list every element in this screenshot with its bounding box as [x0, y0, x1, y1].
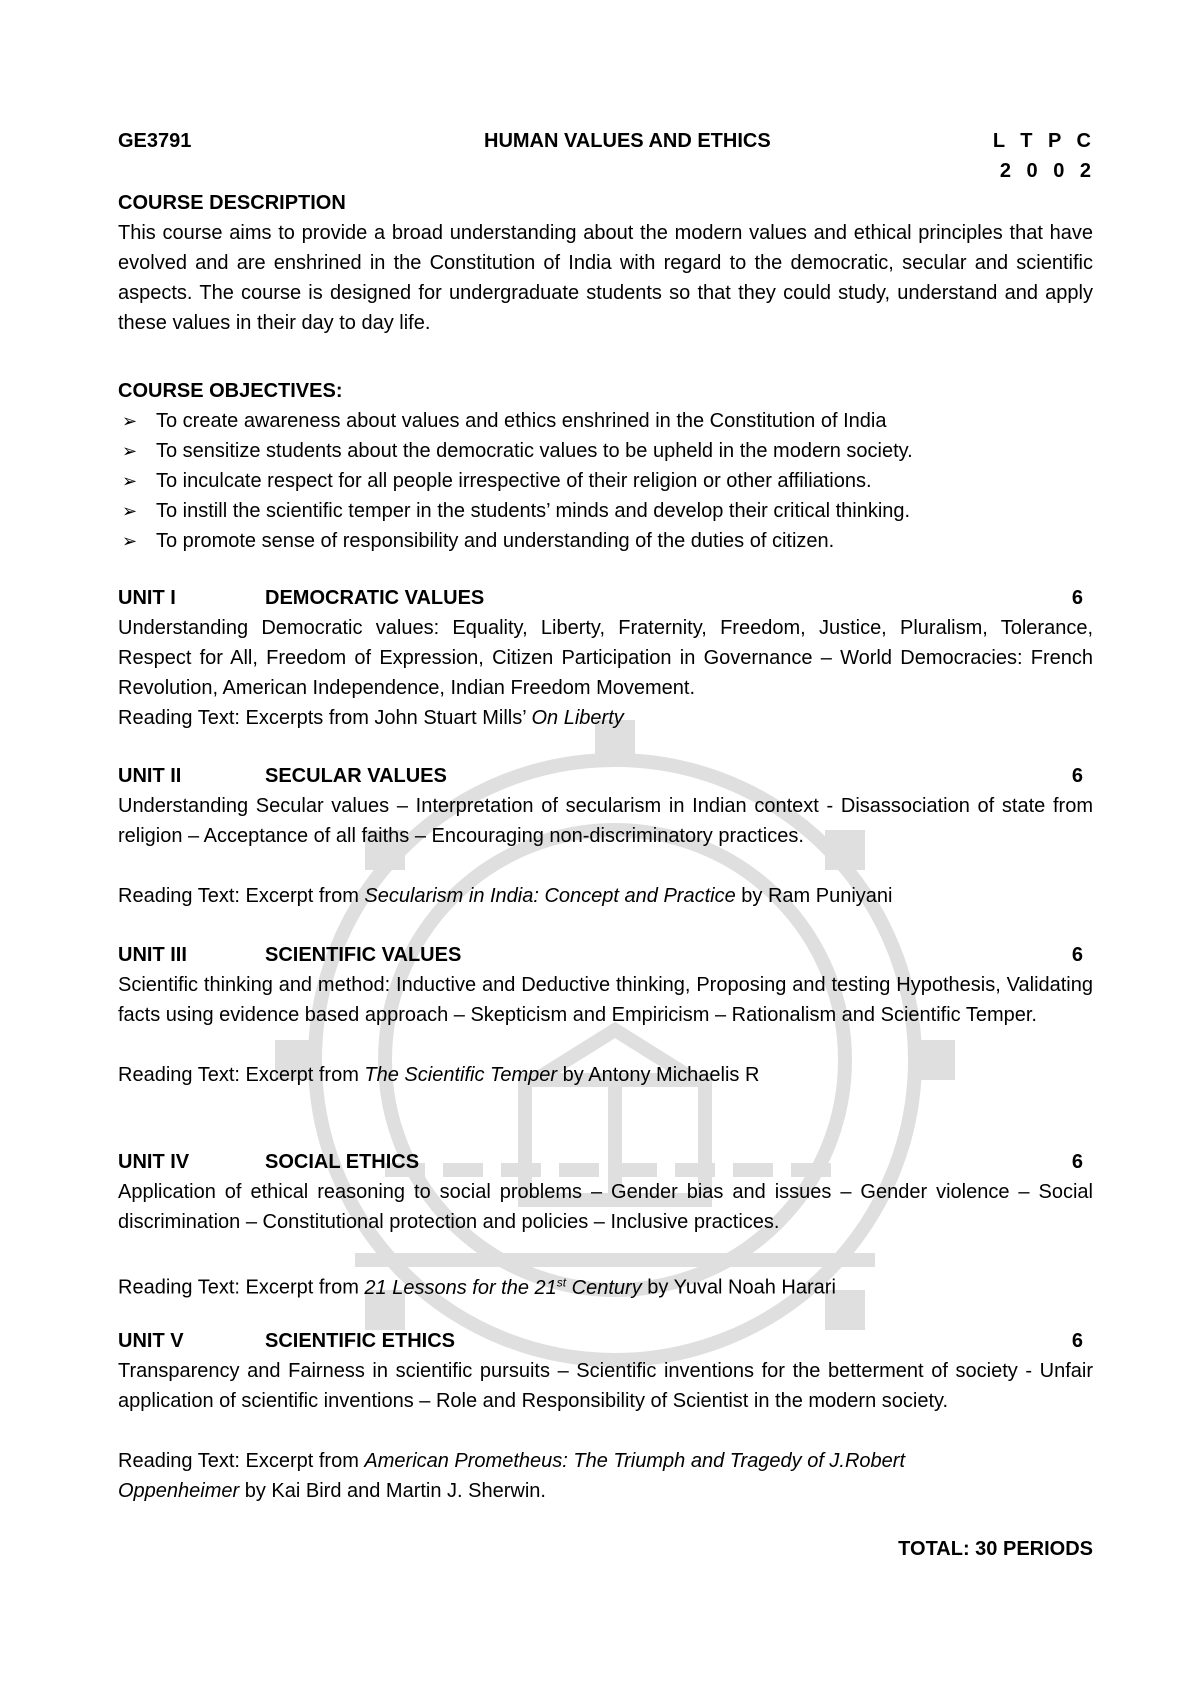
- unit-heading: [118, 583, 1093, 613]
- unit-hours: 6: [1071, 944, 1083, 966]
- course-description-heading: COURSE DESCRIPTION: [118, 192, 346, 214]
- unit-name: UNIT I: [118, 587, 176, 609]
- course-code: GE3791: [118, 130, 192, 152]
- unit-heading: [118, 940, 1093, 970]
- unit-content: Understanding Democratic values: Equality, Liberty, Fraternity, Freedom, Justice, Pluralism, Tolerance, Respect for All, Freedom of Expression, Citizen Participation in Governance – World Democracies: French Revolution, American Independence, Indian Freedom Movement.: [118, 617, 1093, 699]
- unit-title: DEMOCRATIC VALUES: [265, 587, 485, 609]
- objectives-list: [118, 406, 1093, 556]
- unit-4-section: [118, 1147, 1093, 1303]
- unit-heading: [118, 1147, 1093, 1177]
- arrow-bullet-icon: ➢: [122, 441, 138, 461]
- unit-content: Understanding Secular values – Interpretation of secularism in Indian context - Disassociation of state from religion – Acceptance of all faiths – Encouraging non-discriminatory practices.: [118, 795, 1093, 847]
- list-item: ➢ To instill the scientific temper in the students’ minds and develop their critical thinking.: [118, 496, 1093, 526]
- reading-title: 21 Lessons for the 21st Century: [364, 1275, 642, 1299]
- unit-content: Transparency and Fairness in scientific pursuits – Scientific inventions for the betterment of society - Unfair application of scientific inventions – Role and Responsibility of Scientist in the modern society.: [118, 1360, 1093, 1412]
- reading-title: On Liberty: [531, 707, 624, 729]
- course-title: HUMAN VALUES AND ETHICS: [484, 130, 771, 152]
- unit-name: UNIT II: [118, 765, 182, 787]
- reading-title: American Prometheus: The Triumph and Tragedy of J.Robert Oppenheimer: [118, 1450, 906, 1502]
- list-item: ➢ To promote sense of responsibility and understanding of the duties of citizen.: [118, 526, 1093, 556]
- unit-content: Application of ethical reasoning to social problems – Gender bias and issues – Gender violence – Social discrimination – Constitutional protection and policies – Inclusive practices.: [118, 1181, 1093, 1233]
- unit-title: SOCIAL ETHICS: [265, 1151, 420, 1173]
- arrow-bullet-icon: ➢: [122, 471, 138, 491]
- unit-3-section: [118, 940, 1093, 1090]
- course-description-section: [118, 188, 1093, 338]
- ltpc-label: L T P C: [992, 130, 1093, 152]
- reading-title: The Scientific Temper: [364, 1064, 558, 1086]
- reading-text: Reading Text: Excerpt from American Prometheus: The Triumph and Tragedy of J.Robert Oppenheimer by Kai Bird and Martin J. Sherwin.: [118, 1450, 906, 1502]
- reading-title: Secularism in India: Concept and Practice: [364, 885, 736, 907]
- list-item: ➢ To inculcate respect for all people irrespective of their religion or other affiliations.: [118, 466, 1093, 496]
- course-objectives-heading: COURSE OBJECTIVES:: [118, 380, 343, 402]
- unit-hours: 6: [1071, 765, 1083, 787]
- unit-5-section: [118, 1326, 1093, 1506]
- unit-title: SECULAR VALUES: [265, 765, 447, 787]
- unit-content: Scientific thinking and method: Inductive and Deductive thinking, Proposing and testing Hypothesis, Validating facts using evidence based approach – Skepticism and Empiricism – Rationalism and Scientific Temper.: [118, 974, 1093, 1026]
- unit-1-section: [118, 583, 1093, 733]
- reading-text: Reading Text: Excerpt from 21 Lessons for the 21st Century by Yuval Noah Harari: [118, 1275, 836, 1299]
- unit-name: UNIT III: [118, 944, 187, 966]
- reading-text: Reading Text: Excerpt from The Scientific Temper by Antony Michaelis R: [118, 1064, 760, 1086]
- list-item: ➢ To sensitize students about the democratic values to be upheld in the modern society.: [118, 436, 1093, 466]
- arrow-bullet-icon: ➢: [122, 531, 138, 551]
- course-header: [118, 130, 1093, 182]
- unit-name: UNIT IV: [118, 1151, 190, 1173]
- total-periods: TOTAL: 30 PERIODS: [898, 1538, 1093, 1560]
- unit-heading: [118, 761, 1093, 791]
- reading-text: Reading Text: Excerpts from John Stuart Mills’ On Liberty: [118, 707, 624, 729]
- unit-hours: 6: [1071, 587, 1083, 609]
- course-description-text: This course aims to provide a broad understanding about the modern values and ethical principles that have evolved and are enshrined in the Constitution of India with regard to the democratic, secular and scientific aspects. The course is designed for undergraduate students so that they could study, understand and apply these values in their day to day life.: [118, 222, 1093, 334]
- unit-name: UNIT V: [118, 1330, 184, 1352]
- reading-text: Reading Text: Excerpt from Secularism in India: Concept and Practice by Ram Puniyani: [118, 885, 893, 907]
- unit-2-section: [118, 761, 1093, 911]
- unit-title: SCIENTIFIC VALUES: [265, 944, 462, 966]
- course-objectives-section: [118, 376, 1093, 556]
- arrow-bullet-icon: ➢: [122, 411, 138, 431]
- list-item: ➢ To create awareness about values and ethics enshrined in the Constitution of India: [118, 406, 1093, 436]
- unit-title: SCIENTIFIC ETHICS: [265, 1330, 456, 1352]
- credits-value: 2 0 0 2: [999, 160, 1093, 182]
- unit-hours: 6: [1071, 1330, 1083, 1352]
- arrow-bullet-icon: ➢: [122, 501, 138, 521]
- unit-hours: 6: [1071, 1151, 1083, 1173]
- unit-heading: [118, 1326, 1093, 1356]
